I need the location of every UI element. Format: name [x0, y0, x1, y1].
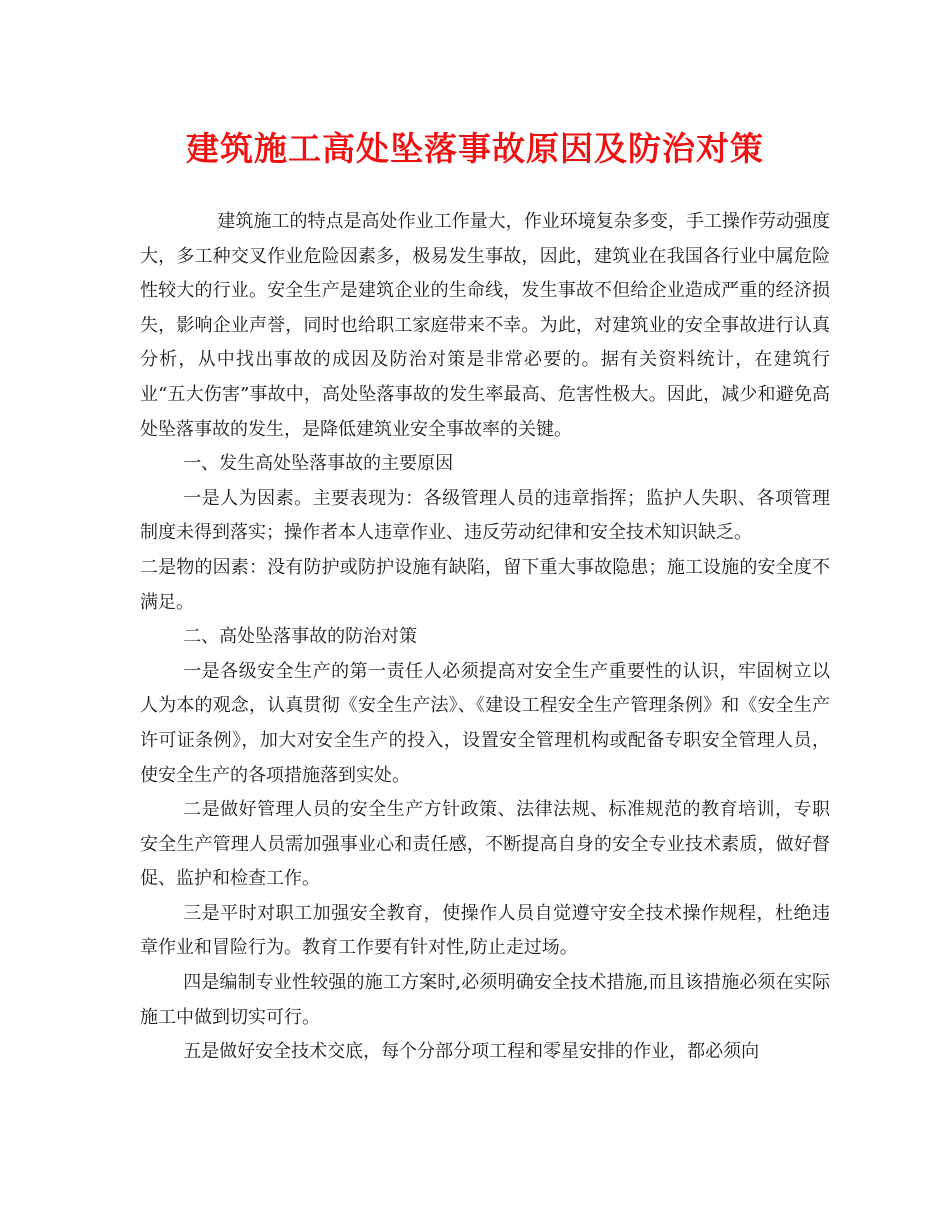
cause-paragraph-material: 二是物的因素：没有防护或防护设施有缺陷，留下重大事故隐患；施工设施的安全度不满足。: [140, 556, 830, 613]
section-heading-countermeasures: 二、高处坠落事故的防治对策: [183, 626, 418, 648]
countermeasure-paragraph-2: 二是做好管理人员的安全生产方针政策、法律法规、标准规范的教育培训，专职安全生产管理人员需加强事业心和责任感，不断提高自身的安全专业技术素质，做好督促、监护和检查工作。: [140, 799, 830, 890]
countermeasure-paragraph-3: 三是平时对职工加强安全教育，使操作人员自觉遵守安全技术操作规程，杜绝违章作业和冒险行为。教育工作要有针对性,防止走过场。: [140, 902, 830, 959]
countermeasure-paragraph-4: 四是编制专业性较强的施工方案时,必须明确安全技术措施,而且该措施必须在实际施工中做到切实可行。: [140, 972, 830, 1028]
countermeasure-paragraph-1: 一是各级安全生产的第一责任人必须提高对安全生产重要性的认识，牢固树立以人为本的观念，认真贯彻《安全生产法》、《建设工程安全生产管理条例》和《安全生产许可证条例》，加大对安全生产的投入，设置安全管理机构或配备专职安全管理人员，使安全生产的各项措施落到实处。: [140, 660, 830, 786]
section-heading-causes: 一、发生高处坠落事故的主要原因: [183, 453, 454, 475]
document-title: 建筑施工高处坠落事故原因及防治对策: [186, 129, 764, 168]
countermeasure-paragraph-5: 五是做好安全技术交底，每个分部分项工程和零星安排的作业，都必须向: [183, 1041, 760, 1063]
intro-paragraph: 建筑施工的特点是高处作业工作量大，作业环境复杂多变，手工操作劳动强度大，多工种交叉作业危险因素多，极易发生事故，因此，建筑业在我国各行业中属危险性较大的行业。安全生产是建筑企业的生命线，发生事故不但给企业造成严重的经济损失，影响企业声誉，同时也给职工家庭带来不幸。为此，对建筑业的安全事故进行认真分析，从中找出事故的成因及防治对策是非常必要的。据有关资料统计，在建筑行业“五大伤害”事故中，高处坠落事故的发生率最高、危害性极大。因此，减少和避免高处坠落事故的发生，是降低建筑业安全事故率的关键。: [140, 211, 830, 440]
cause-paragraph-human: 一是人为因素。主要表现为：各级管理人员的违章指挥；监护人失职、各项管理制度未得到落实；操作者本人违章作业、违反劳动纪律和安全技术知识缺乏。: [140, 487, 830, 544]
document-body: [140, 205, 830, 1070]
